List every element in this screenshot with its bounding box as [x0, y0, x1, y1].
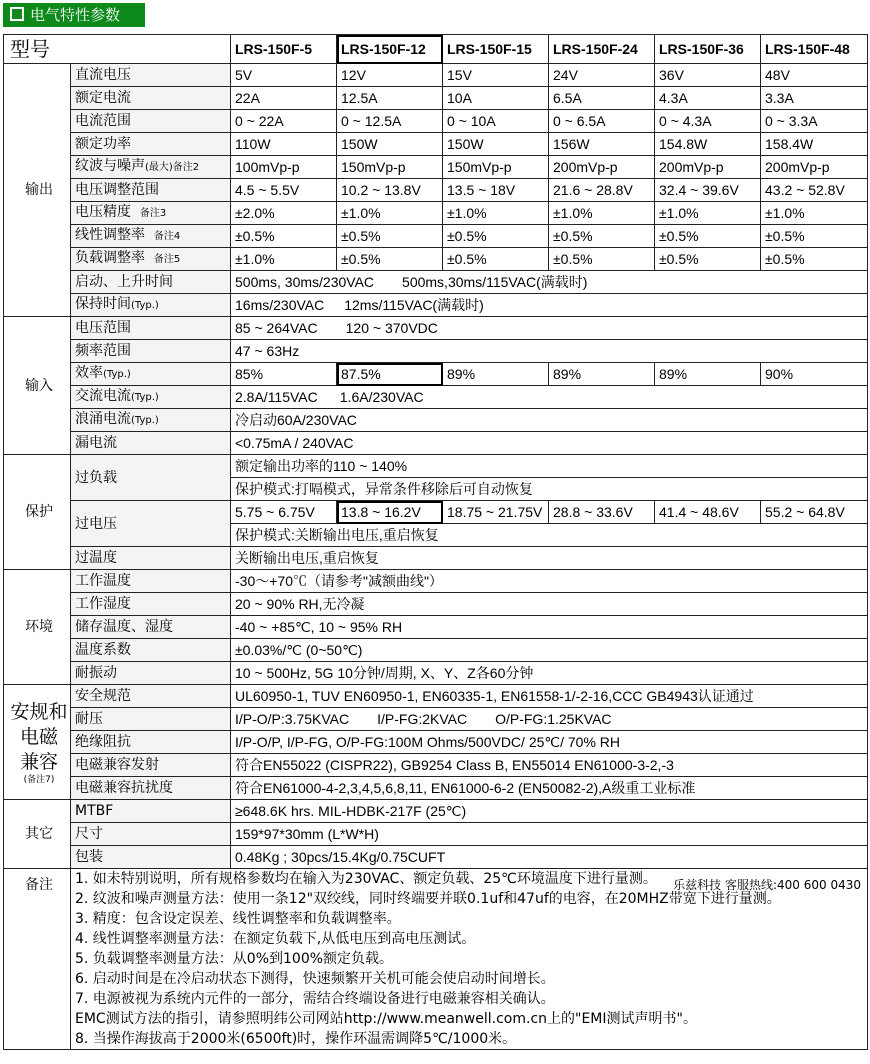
- input-voltage-row: [4, 317, 868, 340]
- square-icon: [10, 7, 24, 21]
- work-humidity-value: 20 ~ 90% RH,无冷凝: [231, 593, 868, 616]
- current-range-5: 0 ~ 22A: [231, 110, 337, 133]
- overtemp-value: 关断输出电压,重启恢复: [231, 547, 868, 570]
- rated-power-5: 110W: [231, 133, 337, 156]
- dc-voltage-label: 直流电压: [71, 64, 231, 87]
- emc-emission-value: 符合EN55022 (CISPR22), GB9254 Class B, EN55014 EN61000-3-2,-3: [231, 754, 868, 777]
- load-reg-12: ±0.5%: [337, 248, 443, 271]
- notes-row: [4, 869, 868, 1050]
- safety-standard-value: UL60950-1, TUV EN60950-1, EN60335-1, EN61558-1/-2-16,CCC GB4943认证通过: [231, 685, 868, 708]
- note-1: 1. 如未特别说明，所有规格参数均在输入为230VAC、额定负载、25℃环境温度下进行量测。: [75, 871, 657, 887]
- safety-category-line1: 安规和: [10, 700, 68, 723]
- work-humidity-row: [4, 593, 868, 616]
- ripple-label-text: 纹波与噪声: [75, 158, 145, 174]
- hold-value: [231, 294, 868, 317]
- rated-power-24: 156W: [549, 133, 655, 156]
- adj-range-row: [4, 179, 868, 202]
- rated-power-label: 额定功率: [71, 133, 231, 156]
- spec-table: [3, 34, 868, 1050]
- withstand-row: [4, 708, 868, 731]
- frequency-value: 47 ~ 63Hz: [231, 340, 868, 363]
- load-reg-15: ±0.5%: [443, 248, 549, 271]
- ac-current-230: 1.6A/230VAC: [339, 389, 424, 405]
- safety-standard-row: [4, 685, 868, 708]
- temp-coef-label: 温度系数: [71, 639, 231, 662]
- rated-current-12: 12.5A: [337, 87, 443, 110]
- efficiency-15: 89%: [443, 363, 549, 386]
- dc-voltage-5: 5V: [231, 64, 337, 87]
- line-reg-12: ±0.5%: [337, 225, 443, 248]
- line-reg-48: ±0.5%: [761, 225, 868, 248]
- line-reg-label: [71, 225, 231, 248]
- safety-category-line3: 兼容: [19, 750, 58, 773]
- overload-line1: 额定输出功率的110 ~ 140%: [231, 455, 868, 478]
- rated-current-row: [4, 87, 868, 110]
- note-5: 5. 负载调整率测量方法：从0%到100%额定负载。: [75, 951, 394, 967]
- dimension-row: [4, 823, 868, 846]
- overvoltage-row: [4, 501, 868, 524]
- input-voltage-ac: 85 ~ 264VAC: [235, 320, 318, 336]
- hold-row: [4, 294, 868, 317]
- ripple-24: 200mVp-p: [549, 156, 655, 179]
- efficiency-5: 85%: [231, 363, 337, 386]
- overload-row: [4, 455, 868, 478]
- emc-emission-label: 电磁兼容发射: [71, 754, 231, 777]
- note-7b: EMC测试方法的指引，请参照明纬公司网站http://www.meanwell.com.cn上的"EMI测试声明书"。: [75, 1011, 697, 1027]
- note-6: 6. 启动时间是在冷启动状态下测得，快速频繁开关机可能会使启动时间增长。: [75, 971, 555, 987]
- current-range-12: 0 ~ 12.5A: [337, 110, 443, 133]
- ripple-5: 100mVp-p: [231, 156, 337, 179]
- notes-category: 备注: [4, 869, 71, 1050]
- note-4: 4. 线性调整率测量方法：在额定负载下,从低电压到高电压测试。: [75, 931, 476, 947]
- work-humidity-label: 工作湿度: [71, 593, 231, 616]
- line-reg-24: ±0.5%: [549, 225, 655, 248]
- work-temp-value: -30～+70℃（请参考"减额曲线"）: [231, 570, 868, 593]
- overvoltage-label: 过电压: [71, 501, 231, 547]
- vibration-value: 10 ~ 500Hz, 5G 10分钟/周期, X、Y、Z各60分钟: [231, 662, 868, 685]
- storage-row: [4, 616, 868, 639]
- line-reg-label-text: 线性调整率: [75, 227, 145, 243]
- load-reg-5: ±1.0%: [231, 248, 337, 271]
- setup-value-b: 500ms,30ms/115VAC(满载时): [402, 274, 588, 290]
- model-row: [4, 35, 868, 64]
- load-reg-label-text: 负载调整率: [75, 250, 145, 266]
- line-reg-36: ±0.5%: [655, 225, 761, 248]
- setup-value-a: 500ms, 30ms/230VAC: [235, 274, 375, 290]
- efficiency-label: [71, 363, 231, 386]
- dc-voltage-36: 36V: [655, 64, 761, 87]
- temp-coef-row: [4, 639, 868, 662]
- load-reg-label: [71, 248, 231, 271]
- overvoltage-15: 18.75 ~ 21.75V: [443, 501, 549, 524]
- frequency-label: 频率范围: [71, 340, 231, 363]
- ac-current-115: 2.8A/115VAC: [235, 389, 318, 405]
- rated-current-5: 22A: [231, 87, 337, 110]
- load-reg-row: [4, 248, 868, 271]
- vibration-label: 耐振动: [71, 662, 231, 685]
- current-range-15: 0 ~ 10A: [443, 110, 549, 133]
- vibration-row: [4, 662, 868, 685]
- isolation-value: I/P-O/P, I/P-FG, O/P-FG:100M Ohms/500VDC/ 25℃/ 70% RH: [231, 731, 868, 754]
- ripple-15: 150mVp-p: [443, 156, 549, 179]
- model-36: LRS-150F-36: [655, 35, 761, 64]
- section-title: [3, 3, 145, 27]
- model-24: LRS-150F-24: [549, 35, 655, 64]
- hold-label: [71, 294, 231, 317]
- rated-power-12: 150W: [337, 133, 443, 156]
- section-title-text: 电气特性参数: [30, 6, 121, 24]
- line-reg-5: ±0.5%: [231, 225, 337, 248]
- rated-current-label: 额定电流: [71, 87, 231, 110]
- rated-current-48: 3.3A: [761, 87, 868, 110]
- overvoltage-36: 41.4 ~ 48.6V: [655, 501, 761, 524]
- inrush-note: (Typ.): [131, 415, 159, 426]
- temp-coef-value: ±0.03%/℃ (0~50℃): [231, 639, 868, 662]
- overtemp-label: 过温度: [71, 547, 231, 570]
- note-3: 3. 精度：包含设定误差、线性调整率和负载调整率。: [75, 911, 401, 927]
- current-range-48: 0 ~ 3.3A: [761, 110, 868, 133]
- rated-power-15: 150W: [443, 133, 549, 156]
- safety-category-note: (备注7): [23, 774, 55, 785]
- tolerance-5: ±2.0%: [231, 202, 337, 225]
- adj-range-36: 32.4 ~ 39.6V: [655, 179, 761, 202]
- withstand-label: 耐压: [71, 708, 231, 731]
- safety-category-line2: 电磁: [19, 725, 58, 748]
- ac-current-value: [231, 386, 868, 409]
- rated-current-24: 6.5A: [549, 87, 655, 110]
- note-8: 8. 当操作海拔高于2000米(6500ft)时，操作环温需调降5℃/1000米。: [75, 1031, 517, 1047]
- load-reg-36: ±0.5%: [655, 248, 761, 271]
- packing-label: 包装: [71, 846, 231, 869]
- adj-range-15: 13.5 ~ 18V: [443, 179, 549, 202]
- load-reg-24: ±0.5%: [549, 248, 655, 271]
- isolation-label: 绝缘阻抗: [71, 731, 231, 754]
- emc-immunity-value: 符合EN61000-4-2,3,4,5,6,8,11, EN61000-6-2 (EN50082-2),A级重工业标准: [231, 777, 868, 800]
- packing-value: 0.48Kg ; 30pcs/15.4Kg/0.75CUFT: [231, 846, 868, 869]
- rated-current-36: 4.3A: [655, 87, 761, 110]
- dc-voltage-12: 12V: [337, 64, 443, 87]
- packing-row: [4, 846, 868, 869]
- dc-voltage-48: 48V: [761, 64, 868, 87]
- input-voltage-value: [231, 317, 868, 340]
- adj-range-12: 10.2 ~ 13.8V: [337, 179, 443, 202]
- setup-label: 启动、上升时间: [71, 271, 231, 294]
- ac-current-row: [4, 386, 868, 409]
- hotline: 乐兹科技 客服热线:400 600 0430: [673, 878, 861, 892]
- tolerance-12: ±1.0%: [337, 202, 443, 225]
- notes-body: [71, 869, 868, 1050]
- efficiency-row: [4, 363, 868, 386]
- line-reg-row: [4, 225, 868, 248]
- isolation-row: [4, 731, 868, 754]
- overload-label: 过负载: [71, 455, 231, 501]
- dc-voltage-15: 15V: [443, 64, 549, 87]
- overload-line2: 保护模式:打嗝模式，异常条件移除后可自动恢复: [231, 478, 868, 501]
- rated-current-15: 10A: [443, 87, 549, 110]
- setup-value: [231, 271, 868, 294]
- model-15: LRS-150F-15: [443, 35, 549, 64]
- input-voltage-label: 电压范围: [71, 317, 231, 340]
- safety-standard-label: 安全规范: [71, 685, 231, 708]
- ripple-note: (最大)备注2: [145, 162, 200, 173]
- mtbf-row: [4, 800, 868, 823]
- overvoltage-24: 28.8 ~ 33.6V: [549, 501, 655, 524]
- emc-immunity-row: [4, 777, 868, 800]
- current-range-24: 0 ~ 6.5A: [549, 110, 655, 133]
- efficiency-12: 87.5%: [337, 363, 443, 386]
- model-label: 型号: [4, 35, 231, 64]
- inrush-value: 冷启动60A/230VAC: [231, 409, 868, 432]
- current-range-label: 电流范围: [71, 110, 231, 133]
- tolerance-24: ±1.0%: [549, 202, 655, 225]
- work-temp-row: [4, 570, 868, 593]
- tolerance-row: [4, 202, 868, 225]
- setup-row: [4, 271, 868, 294]
- tolerance-15: ±1.0%: [443, 202, 549, 225]
- dimension-value: 159*97*30mm (L*W*H): [231, 823, 868, 846]
- efficiency-36: 89%: [655, 363, 761, 386]
- ripple-12: 150mVp-p: [337, 156, 443, 179]
- leakage-label: 漏电流: [71, 432, 231, 455]
- safety-category: [4, 685, 71, 800]
- hold-value-b: 12ms/115VAC(满载时): [344, 297, 484, 313]
- mtbf-value: ≥648.6K hrs. MIL-HDBK-217F (25℃): [231, 800, 868, 823]
- rated-power-row: [4, 133, 868, 156]
- ripple-36: 200mVp-p: [655, 156, 761, 179]
- adj-range-label: 电压调整范围: [71, 179, 231, 202]
- adj-range-24: 21.6 ~ 28.8V: [549, 179, 655, 202]
- ac-current-label-text: 交流电流: [75, 388, 131, 404]
- dc-voltage-24: 24V: [549, 64, 655, 87]
- model-12: LRS-150F-12: [337, 35, 443, 64]
- note-2: 2. 纹波和噪声测量方法：使用一条12"双绞线，同时终端要并联0.1uf和47uf的电容，在20MHZ带宽下进行量测。: [75, 891, 781, 907]
- efficiency-48: 90%: [761, 363, 868, 386]
- emc-immunity-label: 电磁兼容抗扰度: [71, 777, 231, 800]
- storage-value: -40 ~ +85℃, 10 ~ 95% RH: [231, 616, 868, 639]
- frequency-row: [4, 340, 868, 363]
- model-5: LRS-150F-5: [231, 35, 337, 64]
- note-7: 7. 电源被视为系统内元件的一部分，需结合终端设备进行电磁兼容相关确认。: [75, 991, 555, 1007]
- load-reg-note: 备注5: [153, 254, 181, 265]
- tolerance-48: ±1.0%: [761, 202, 868, 225]
- hold-value-a: 16ms/230VAC: [235, 297, 325, 313]
- ripple-row: [4, 156, 868, 179]
- adj-range-48: 43.2 ~ 52.8V: [761, 179, 868, 202]
- overvoltage-12: 13.8 ~ 16.2V: [337, 501, 443, 524]
- load-reg-48: ±0.5%: [761, 248, 868, 271]
- overvoltage-5: 5.75 ~ 6.75V: [231, 501, 337, 524]
- overvoltage-48: 55.2 ~ 64.8V: [761, 501, 868, 524]
- work-temp-label: 工作温度: [71, 570, 231, 593]
- storage-label: 储存温度、湿度: [71, 616, 231, 639]
- hold-label-text: 保持时间: [75, 296, 131, 312]
- current-range-36: 0 ~ 4.3A: [655, 110, 761, 133]
- protection-category: 保护: [4, 455, 71, 570]
- dimension-label: 尺寸: [71, 823, 231, 846]
- input-voltage-dc: 120 ~ 370VDC: [345, 320, 438, 336]
- leakage-value: <0.75mA / 240VAC: [231, 432, 868, 455]
- tolerance-label-text: 电压精度: [75, 204, 131, 220]
- mtbf-label: MTBF: [71, 800, 231, 823]
- tolerance-36: ±1.0%: [655, 202, 761, 225]
- withstand-value: I/P-O/P:3.75KVAC I/P-FG:2KVAC O/P-FG:1.25KVAC: [231, 708, 868, 731]
- input-category: 输入: [4, 317, 71, 455]
- ripple-label: [71, 156, 231, 179]
- line-reg-15: ±0.5%: [443, 225, 549, 248]
- inrush-row: [4, 409, 868, 432]
- tolerance-label: [71, 202, 231, 225]
- rated-power-36: 154.8W: [655, 133, 761, 156]
- inrush-label-text: 浪涌电流: [75, 411, 131, 427]
- leakage-row: [4, 432, 868, 455]
- line-reg-note: 备注4: [153, 231, 181, 242]
- tolerance-note: 备注3: [139, 208, 167, 219]
- overtemp-row: [4, 547, 868, 570]
- adj-range-5: 4.5 ~ 5.5V: [231, 179, 337, 202]
- ac-current-note: (Typ.): [131, 392, 159, 403]
- ripple-48: 200mVp-p: [761, 156, 868, 179]
- current-range-row: [4, 110, 868, 133]
- emc-emission-row: [4, 754, 868, 777]
- hold-note: (Typ.): [131, 300, 159, 311]
- ac-current-label: [71, 386, 231, 409]
- model-48: LRS-150F-48: [761, 35, 868, 64]
- rated-power-48: 158.4W: [761, 133, 868, 156]
- environment-category: 环境: [4, 570, 71, 685]
- output-category: 输出: [4, 64, 71, 317]
- efficiency-24: 89%: [549, 363, 655, 386]
- efficiency-note: (Typ.): [103, 369, 131, 380]
- overvoltage-mode: 保护模式:关断输出电压,重启恢复: [231, 524, 868, 547]
- efficiency-label-text: 效率: [75, 365, 103, 381]
- inrush-label: [71, 409, 231, 432]
- dc-voltage-row: [4, 64, 868, 87]
- others-category: 其它: [4, 800, 71, 869]
